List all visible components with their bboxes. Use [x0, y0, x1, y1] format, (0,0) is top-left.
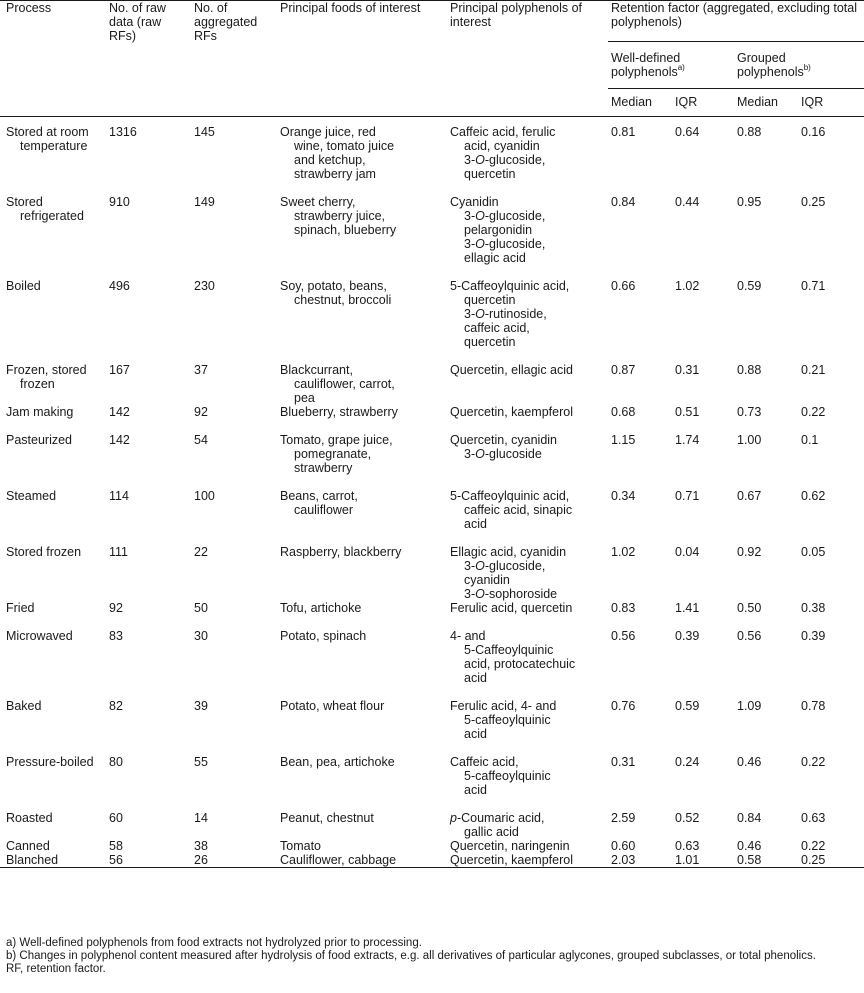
cell-raw-rfs: 92 [109, 601, 123, 615]
header-foods: Principal foods of interest [280, 1, 421, 15]
cell-polyphenols [447, 405, 608, 433]
polyphenol-line: 5-Caffeoylquinic acid, [450, 489, 570, 503]
polyphenol-line: acid, cyanidin [464, 139, 540, 153]
cell-foods [277, 433, 447, 489]
header-wd-iqr: IQR [672, 89, 734, 117]
food-line: Potato, spinach [280, 629, 367, 643]
process-label: Blanched [6, 853, 59, 867]
cell-gp-iqr: 0.1 [801, 433, 819, 447]
polyphenol-line: 5-Caffeoylquinic [464, 643, 554, 657]
polyphenol-line: quercetin [464, 335, 516, 349]
header-raw-data: No. of raw data (raw RFs) [109, 1, 166, 43]
table-row [0, 279, 864, 363]
header-well-defined-label: Well-defined polyphenols [611, 51, 681, 79]
cell-aggregated-rfs: 37 [194, 363, 208, 377]
cell-polyphenols [447, 853, 608, 868]
cell-wd-median: 0.81 [611, 125, 636, 139]
cell-polyphenols [447, 601, 608, 629]
food-line: pea [294, 391, 315, 405]
process-label: Stored [6, 195, 43, 209]
polyphenol-line: 4- and [450, 629, 486, 643]
cell-wd-iqr: 0.24 [675, 755, 700, 769]
food-line: cauliflower, carrot, [294, 377, 395, 391]
polyphenol-line: caffeic acid, [464, 321, 530, 335]
food-line: Orange juice, red [280, 125, 376, 139]
table-body [0, 117, 864, 868]
polyphenol-line: ellagic acid [464, 251, 526, 265]
table-row [0, 601, 864, 629]
cell-wd-iqr: 0.63 [675, 839, 700, 853]
table-header [0, 1, 864, 117]
cell-gp-median: 0.84 [737, 811, 762, 825]
food-line: wine, tomato juice [294, 139, 395, 153]
cell-process [0, 279, 106, 363]
cell-wd-median: 0.31 [611, 755, 636, 769]
cell-gp-iqr: 0.63 [801, 811, 826, 825]
polyphenol-line: 3-O-glucoside, [464, 237, 546, 251]
table-row [0, 699, 864, 755]
cell-polyphenols [447, 195, 608, 279]
cell-wd-iqr: 0.64 [675, 125, 700, 139]
header-aggregated: No. of aggregated RFs [194, 1, 258, 43]
polyphenol-line: Caffeic acid, [450, 755, 519, 769]
food-line: Blackcurrant, [280, 363, 353, 377]
cell-gp-median: 0.46 [737, 755, 762, 769]
table-row [0, 195, 864, 279]
cell-wd-iqr: 1.74 [675, 433, 700, 447]
cell-process [0, 811, 106, 839]
header-process: Process [6, 1, 52, 15]
polyphenol-line: caffeic acid, sinapic [464, 503, 573, 517]
cell-aggregated-rfs: 55 [194, 755, 208, 769]
cell-polyphenols [447, 755, 608, 811]
cell-process [0, 755, 106, 811]
cell-process [0, 601, 106, 629]
cell-gp-iqr: 0.78 [801, 699, 826, 713]
polyphenol-line: Quercetin, naringenin [450, 839, 570, 853]
process-label: Fried [6, 601, 35, 615]
cell-aggregated-rfs: 22 [194, 545, 208, 559]
food-line: Tofu, artichoke [280, 601, 362, 615]
polyphenol-line: pelargonidin [464, 223, 533, 237]
cell-wd-median: 0.34 [611, 489, 636, 503]
food-line: pomegranate, [294, 447, 372, 461]
footnote-b: b) Changes in polyphenol content measured after hydrolysis of food extracts, e.g. all derivatives of particular aglycones, grouped subclasses, or total phenolics. [6, 950, 816, 962]
cell-wd-median: 0.66 [611, 279, 636, 293]
footnote-a: a) Well-defined polyphenols from food extracts not hydrolyzed prior to processing. [6, 937, 422, 949]
cell-aggregated-rfs: 30 [194, 629, 208, 643]
cell-wd-median: 1.02 [611, 545, 636, 559]
food-line: Potato, wheat flour [280, 699, 385, 713]
cell-aggregated-rfs: 38 [194, 839, 208, 853]
cell-wd-median: 0.68 [611, 405, 636, 419]
cell-aggregated-rfs: 50 [194, 601, 208, 615]
table-row [0, 117, 864, 196]
cell-gp-median: 0.95 [737, 195, 762, 209]
cell-wd-iqr: 0.71 [675, 489, 700, 503]
cell-process [0, 489, 106, 545]
food-line: Tomato [280, 839, 321, 853]
cell-raw-rfs: 83 [109, 629, 123, 643]
polyphenol-line: acid [464, 671, 487, 685]
cell-wd-median: 0.56 [611, 629, 636, 643]
cell-gp-iqr: 0.22 [801, 405, 826, 419]
process-label: Roasted [6, 811, 53, 825]
process-label-continued: temperature [20, 139, 88, 153]
process-label: Pressure-boiled [6, 755, 94, 769]
cell-gp-iqr: 0.16 [801, 125, 826, 139]
food-line: Blueberry, strawberry [280, 405, 398, 419]
cell-gp-median: 0.67 [737, 489, 762, 503]
process-label: Boiled [6, 279, 41, 293]
polyphenol-line: quercetin [464, 293, 516, 307]
footnotes [6, 937, 861, 976]
food-line: Soy, potato, beans, [280, 279, 387, 293]
cell-gp-median: 1.09 [737, 699, 762, 713]
process-label: Canned [6, 839, 50, 853]
polyphenol-line: 5-Caffeoylquinic acid, [450, 279, 570, 293]
cell-gp-iqr: 0.38 [801, 601, 826, 615]
polyphenol-line: 3-O-glucoside [464, 447, 542, 461]
polyphenol-line: Quercetin, kaempferol [450, 405, 573, 419]
polyphenol-line: quercetin [464, 167, 516, 181]
cell-wd-iqr: 0.31 [675, 363, 700, 377]
table-row [0, 405, 864, 433]
cell-aggregated-rfs: 230 [194, 279, 215, 293]
cell-wd-iqr: 0.44 [675, 195, 700, 209]
polyphenol-line: 5-caffeoylquinic [464, 769, 551, 783]
cell-polyphenols [447, 433, 608, 489]
cell-polyphenols [447, 699, 608, 755]
cell-raw-rfs: 114 [109, 489, 129, 503]
cell-aggregated-rfs: 14 [194, 811, 208, 825]
cell-raw-rfs: 58 [109, 839, 123, 853]
cell-raw-rfs: 142 [109, 433, 130, 447]
polyphenol-line: 3-O-glucoside, [464, 153, 546, 167]
cell-aggregated-rfs: 100 [194, 489, 215, 503]
cell-process [0, 433, 106, 489]
cell-gp-median: 1.00 [737, 433, 762, 447]
cell-aggregated-rfs: 26 [194, 853, 208, 867]
cell-gp-median: 0.88 [737, 363, 762, 377]
cell-aggregated-rfs: 145 [194, 125, 215, 139]
cell-polyphenols [447, 811, 608, 839]
polyphenol-line: acid [464, 517, 487, 531]
cell-wd-iqr: 0.39 [675, 629, 700, 643]
table-row [0, 545, 864, 601]
cell-gp-iqr: 0.21 [801, 363, 826, 377]
cell-gp-median: 0.92 [737, 545, 762, 559]
cell-aggregated-rfs: 149 [194, 195, 215, 209]
header-gp-median: Median [734, 89, 798, 117]
cell-wd-median: 0.84 [611, 195, 636, 209]
process-label: Microwaved [6, 629, 73, 643]
polyphenol-line: 3-O-glucoside, [464, 559, 546, 573]
cell-foods [277, 629, 447, 699]
polyphenol-line: 3-O-sophoroside [464, 587, 558, 601]
cell-polyphenols [447, 629, 608, 699]
cell-foods [277, 545, 447, 601]
cell-process [0, 839, 106, 853]
cell-polyphenols [447, 279, 608, 363]
cell-gp-median: 0.50 [737, 601, 762, 615]
cell-foods [277, 601, 447, 629]
cell-wd-iqr: 0.59 [675, 699, 700, 713]
table-row [0, 489, 864, 545]
cell-gp-iqr: 0.22 [801, 839, 826, 853]
cell-gp-iqr: 0.22 [801, 755, 826, 769]
cell-wd-iqr: 1.41 [675, 601, 700, 615]
cell-process [0, 363, 106, 405]
cell-foods [277, 755, 447, 811]
footnote-ref-b: b) [803, 62, 811, 72]
polyphenol-line: cyanidin [464, 573, 510, 587]
cell-gp-iqr: 0.25 [801, 853, 826, 867]
process-label: Jam making [6, 405, 74, 419]
polyphenol-line: Quercetin, cyanidin [450, 433, 558, 447]
cell-wd-iqr: 0.04 [675, 545, 700, 559]
cell-raw-rfs: 167 [109, 363, 130, 377]
header-gp-iqr: IQR [798, 89, 864, 117]
polyphenol-line: Caffeic acid, ferulic [450, 125, 556, 139]
cell-gp-iqr: 0.25 [801, 195, 826, 209]
header-retention-factor: Retention factor (aggregated, excluding total polyphenols) [611, 1, 857, 29]
process-label: Stored frozen [6, 545, 82, 559]
header-grouped [734, 42, 864, 89]
polyphenol-line: 5-caffeoylquinic [464, 713, 551, 727]
cell-raw-rfs: 496 [109, 279, 130, 293]
polyphenol-line: acid [464, 783, 487, 797]
cell-raw-rfs: 60 [109, 811, 123, 825]
cell-gp-median: 0.56 [737, 629, 762, 643]
footnote-rf: RF, retention factor. [6, 963, 106, 975]
food-line: strawberry jam [294, 167, 376, 181]
cell-aggregated-rfs: 54 [194, 433, 208, 447]
cell-polyphenols [447, 363, 608, 405]
table-row [0, 839, 864, 853]
header-well-defined [608, 42, 734, 89]
food-line: Raspberry, blackberry [280, 545, 402, 559]
process-label: Steamed [6, 489, 57, 503]
cell-wd-median: 0.83 [611, 601, 636, 615]
cell-raw-rfs: 82 [109, 699, 123, 713]
cell-process [0, 545, 106, 601]
table-row [0, 363, 864, 405]
cell-process [0, 195, 106, 279]
cell-raw-rfs: 1316 [109, 125, 137, 139]
cell-aggregated-rfs: 92 [194, 405, 208, 419]
table-row [0, 811, 864, 839]
cell-process [0, 699, 106, 755]
food-line: Tomato, grape juice, [280, 433, 393, 447]
process-label: Pasteurized [6, 433, 73, 447]
cell-wd-iqr: 0.52 [675, 811, 700, 825]
cell-gp-iqr: 0.62 [801, 489, 826, 503]
cell-wd-iqr: 0.51 [675, 405, 700, 419]
cell-process [0, 853, 106, 868]
cell-gp-median: 0.88 [737, 125, 762, 139]
cell-wd-median: 1.15 [611, 433, 636, 447]
cell-wd-median: 0.60 [611, 839, 636, 853]
cell-foods [277, 363, 447, 405]
cell-wd-iqr: 1.02 [675, 279, 700, 293]
polyphenol-line: 3-O-glucoside, [464, 209, 546, 223]
cell-gp-median: 0.58 [737, 853, 762, 867]
cell-foods [277, 405, 447, 433]
polyphenol-line: Cyanidin [450, 195, 499, 209]
cell-raw-rfs: 142 [109, 405, 130, 419]
food-line: strawberry [294, 461, 353, 475]
cell-process [0, 117, 106, 196]
cell-gp-median: 0.46 [737, 839, 762, 853]
header-grouped-label: Grouped polyphenols [737, 51, 804, 79]
food-line: Beans, carrot, [280, 489, 358, 503]
cell-polyphenols [447, 117, 608, 196]
food-line: Sweet cherry, [280, 195, 356, 209]
food-line: cauliflower [294, 503, 354, 517]
cell-process [0, 405, 106, 433]
cell-foods [277, 489, 447, 545]
food-line: and ketchup, [294, 153, 366, 167]
polyphenol-line: Quercetin, kaempferol [450, 853, 573, 867]
cell-foods [277, 853, 447, 868]
process-label: Baked [6, 699, 42, 713]
polyphenol-line: 3-O-rutinoside, [464, 307, 547, 321]
polyphenol-line: Ferulic acid, 4- and [450, 699, 557, 713]
header-polyphenols: Principal polyphenols of interest [450, 1, 583, 29]
process-label: Frozen, stored [6, 363, 87, 377]
header-wd-median: Median [608, 89, 672, 117]
cell-process [0, 629, 106, 699]
food-line: Cauliflower, cabbage [280, 853, 397, 867]
cell-wd-median: 2.03 [611, 853, 636, 867]
cell-raw-rfs: 910 [109, 195, 130, 209]
cell-foods [277, 839, 447, 853]
cell-polyphenols [447, 545, 608, 601]
cell-aggregated-rfs: 39 [194, 699, 208, 713]
cell-wd-median: 0.76 [611, 699, 636, 713]
cell-foods [277, 117, 447, 196]
cell-gp-median: 0.73 [737, 405, 762, 419]
cell-gp-iqr: 0.05 [801, 545, 826, 559]
table-row [0, 755, 864, 811]
table-row [0, 853, 864, 868]
process-label-continued: refrigerated [20, 209, 84, 223]
cell-gp-iqr: 0.39 [801, 629, 826, 643]
cell-raw-rfs: 80 [109, 755, 123, 769]
cell-wd-median: 2.59 [611, 811, 636, 825]
food-line: chestnut, broccoli [294, 293, 392, 307]
table-row [0, 629, 864, 699]
polyphenol-line: p-Coumaric acid, [450, 811, 545, 825]
polyphenol-line: Quercetin, ellagic acid [450, 363, 573, 377]
cell-foods [277, 195, 447, 279]
polyphenol-line: gallic acid [464, 825, 519, 839]
food-line: Peanut, chestnut [280, 811, 374, 825]
polyphenol-line: Ferulic acid, quercetin [450, 601, 573, 615]
cell-gp-median: 0.59 [737, 279, 762, 293]
footnote-ref-a: a) [677, 62, 685, 72]
cell-foods [277, 279, 447, 363]
food-line: strawberry juice, [294, 209, 385, 223]
food-line: Bean, pea, artichoke [280, 755, 395, 769]
polyphenol-line: acid, protocatechuic [464, 657, 576, 671]
cell-raw-rfs: 56 [109, 853, 123, 867]
polyphenol-line: Ellagic acid, cyanidin [450, 545, 567, 559]
process-label: Stored at room [6, 125, 89, 139]
cell-wd-iqr: 1.01 [675, 853, 700, 867]
cell-gp-iqr: 0.71 [801, 279, 826, 293]
food-line: spinach, blueberry [294, 223, 397, 237]
cell-wd-median: 0.87 [611, 363, 636, 377]
cell-foods [277, 811, 447, 839]
cell-raw-rfs: 111 [109, 545, 129, 559]
process-label-continued: frozen [20, 377, 55, 391]
table-row [0, 433, 864, 489]
cell-polyphenols [447, 489, 608, 545]
polyphenol-line: acid [464, 727, 487, 741]
cell-polyphenols [447, 839, 608, 853]
cell-foods [277, 699, 447, 755]
